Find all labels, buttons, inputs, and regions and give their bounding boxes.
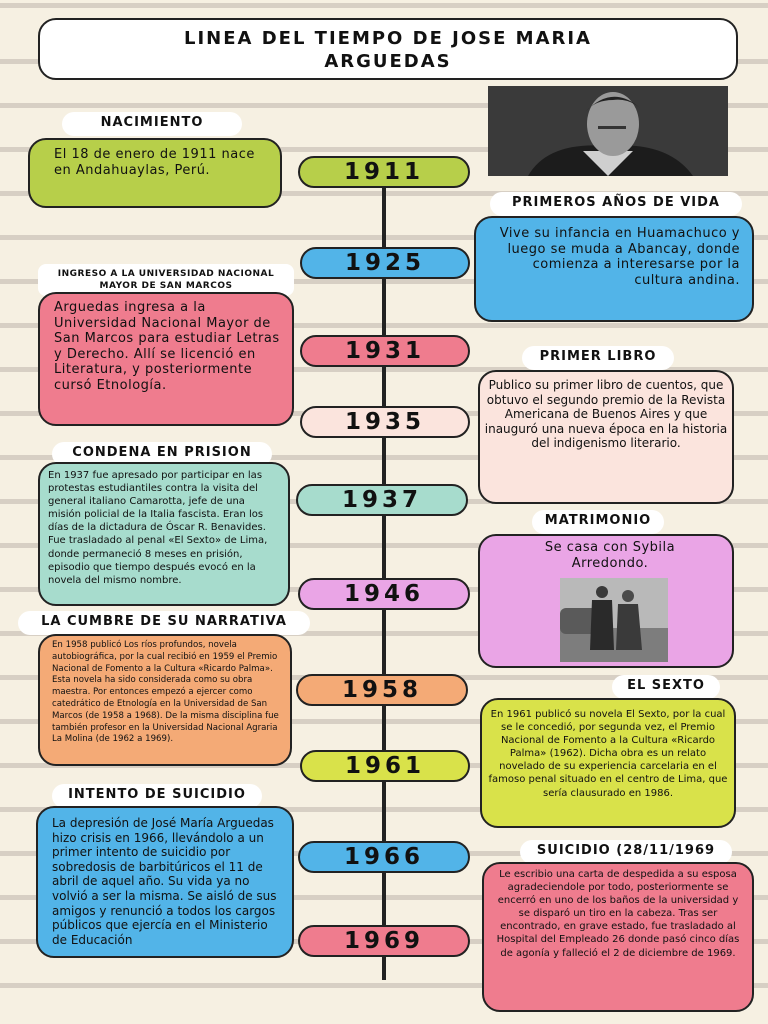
year-1935: 1935 bbox=[300, 406, 470, 438]
year-1925: 1925 bbox=[300, 247, 470, 279]
card-suicidio bbox=[482, 862, 754, 1012]
text-sexto: En 1961 publicó su novela El Sexto, por la cual se le concedió, por segunda vez, el Premio Nacional de Fomento a la Cultura «Ricardo Palma» (1962). Dicha obra es un relato novelado de su experiencia carcelaria en el famoso penal situado en el centro de Lima, que sería clausurado en 1986. bbox=[488, 709, 728, 799]
card-sexto bbox=[480, 698, 736, 828]
card-prision bbox=[38, 462, 290, 606]
label-prision: CONDENA EN PRISION bbox=[52, 442, 272, 466]
text-prision: En 1937 fue apresado por participar en las protestas estudiantiles contra la visita del general italiano Camarotta, jefe de una misión policial de la Italia fascista. Eran los días de la dictadura de Óscar R. Benavides. Fue trasladado al penal «El Sexto» de Lima, donde permaneció 8 meses en prisión, episodio que tiempo después evocó en la novela del mismo nombre. bbox=[48, 470, 268, 586]
text-primeros: Vive su infancia en Huamachuco y luego se muda a Abancay, donde comienza a interesarse por la cultura andina. bbox=[499, 226, 740, 288]
year-1961: 1961 bbox=[300, 750, 470, 782]
title-box bbox=[38, 18, 738, 80]
card-primeros bbox=[474, 216, 754, 322]
title-line-1: LINEA DEL TIEMPO DE JOSE MARIA bbox=[183, 28, 592, 49]
card-universidad bbox=[38, 292, 294, 426]
card-cumbre bbox=[38, 634, 292, 766]
text-matrimonio: Se casa con Sybila Arredondo. bbox=[544, 540, 676, 571]
year-1937: 1937 bbox=[296, 484, 468, 516]
card-primer-libro bbox=[478, 370, 734, 504]
label-universidad: INGRESO A LA UNIVERSIDAD NACIONAL MAYOR DE SAN MARCOS bbox=[38, 264, 294, 296]
card-intento bbox=[36, 806, 294, 958]
text-suicidio: Le escribio una carta de despedida a su esposa agradeciendole por todo, posteriormente se encerró en uno de los baños de la universidad y se disparó un tiro en la cabeza. Tras ser encontrado, en grave estado, fue trasladado al Hospital del Empleado 26 donde pasó cinco días de agonía y falleció el 2 de diciembre de 1969. bbox=[496, 869, 740, 959]
year-1958: 1958 bbox=[296, 674, 468, 706]
wedding-photo bbox=[560, 578, 668, 662]
year-1969: 1969 bbox=[298, 925, 470, 957]
year-1911: 1911 bbox=[298, 156, 470, 188]
label-suicidio: SUICIDIO (28/11/1969 bbox=[520, 840, 732, 864]
label-nacimiento: NACIMIENTO bbox=[62, 112, 242, 136]
label-cumbre: LA CUMBRE DE SU NARRATIVA bbox=[18, 611, 310, 635]
text-intento: La depresión de José María Arguedas hizo crisis en 1966, llevándolo a un primer intento de suicidio por sobredosis de barbitúricos el 11 de abril de aquel año. Su vida ya no volvió a ser la misma. Se aisló de sus amigos y renunció a todos los cargos públicos que ejercía en el Ministerio de Educación bbox=[52, 816, 277, 947]
label-sexto: EL SEXTO bbox=[612, 675, 720, 699]
title-line-2: ARGUEDAS bbox=[324, 51, 452, 72]
text-cumbre: En 1958 publicó Los ríos profundos, novela autobiográfica, por la cual recibió en 1959 el Premio Nacional de Fomento a la Cultura «Ricardo Palma». Esta novela ha sido considerada como su obra maestra. Por entonces empezó a ejercer como catedrático de Etnología en la Universidad de San Marcos (de 1958 a 1968). De la misma disciplina fue también profesor en la Universidad Nacional Agraria La Molina (de 1962 a 1969). bbox=[52, 640, 279, 745]
year-1946: 1946 bbox=[298, 578, 470, 610]
label-primeros: PRIMEROS AÑOS DE VIDA bbox=[490, 192, 742, 216]
label-matrimonio: MATRIMONIO bbox=[532, 510, 664, 534]
text-primer-libro: Publico su primer libro de cuentos, que obtuvo el segundo premio de la Revista Americana de Buenos Aires y que inauguró una nueva época en la historia del indigenismo literario. bbox=[484, 378, 728, 451]
text-universidad: Arguedas ingresa a la Universidad Nacional Mayor de San Marcos para estudiar Letras y Derecho. Allí se licenció en Literatura, y posteriormente cursó Etnología. bbox=[54, 300, 280, 393]
text-nacimiento: El 18 de enero de 1911 nace en Andahuaylas, Perú. bbox=[54, 147, 255, 178]
label-intento: INTENTO DE SUICIDIO bbox=[52, 784, 262, 808]
label-primer-libro: PRIMER LIBRO bbox=[522, 346, 674, 370]
card-nacimiento bbox=[28, 138, 282, 208]
portrait-photo bbox=[488, 86, 728, 176]
year-1966: 1966 bbox=[298, 841, 470, 873]
year-1931: 1931 bbox=[300, 335, 470, 367]
